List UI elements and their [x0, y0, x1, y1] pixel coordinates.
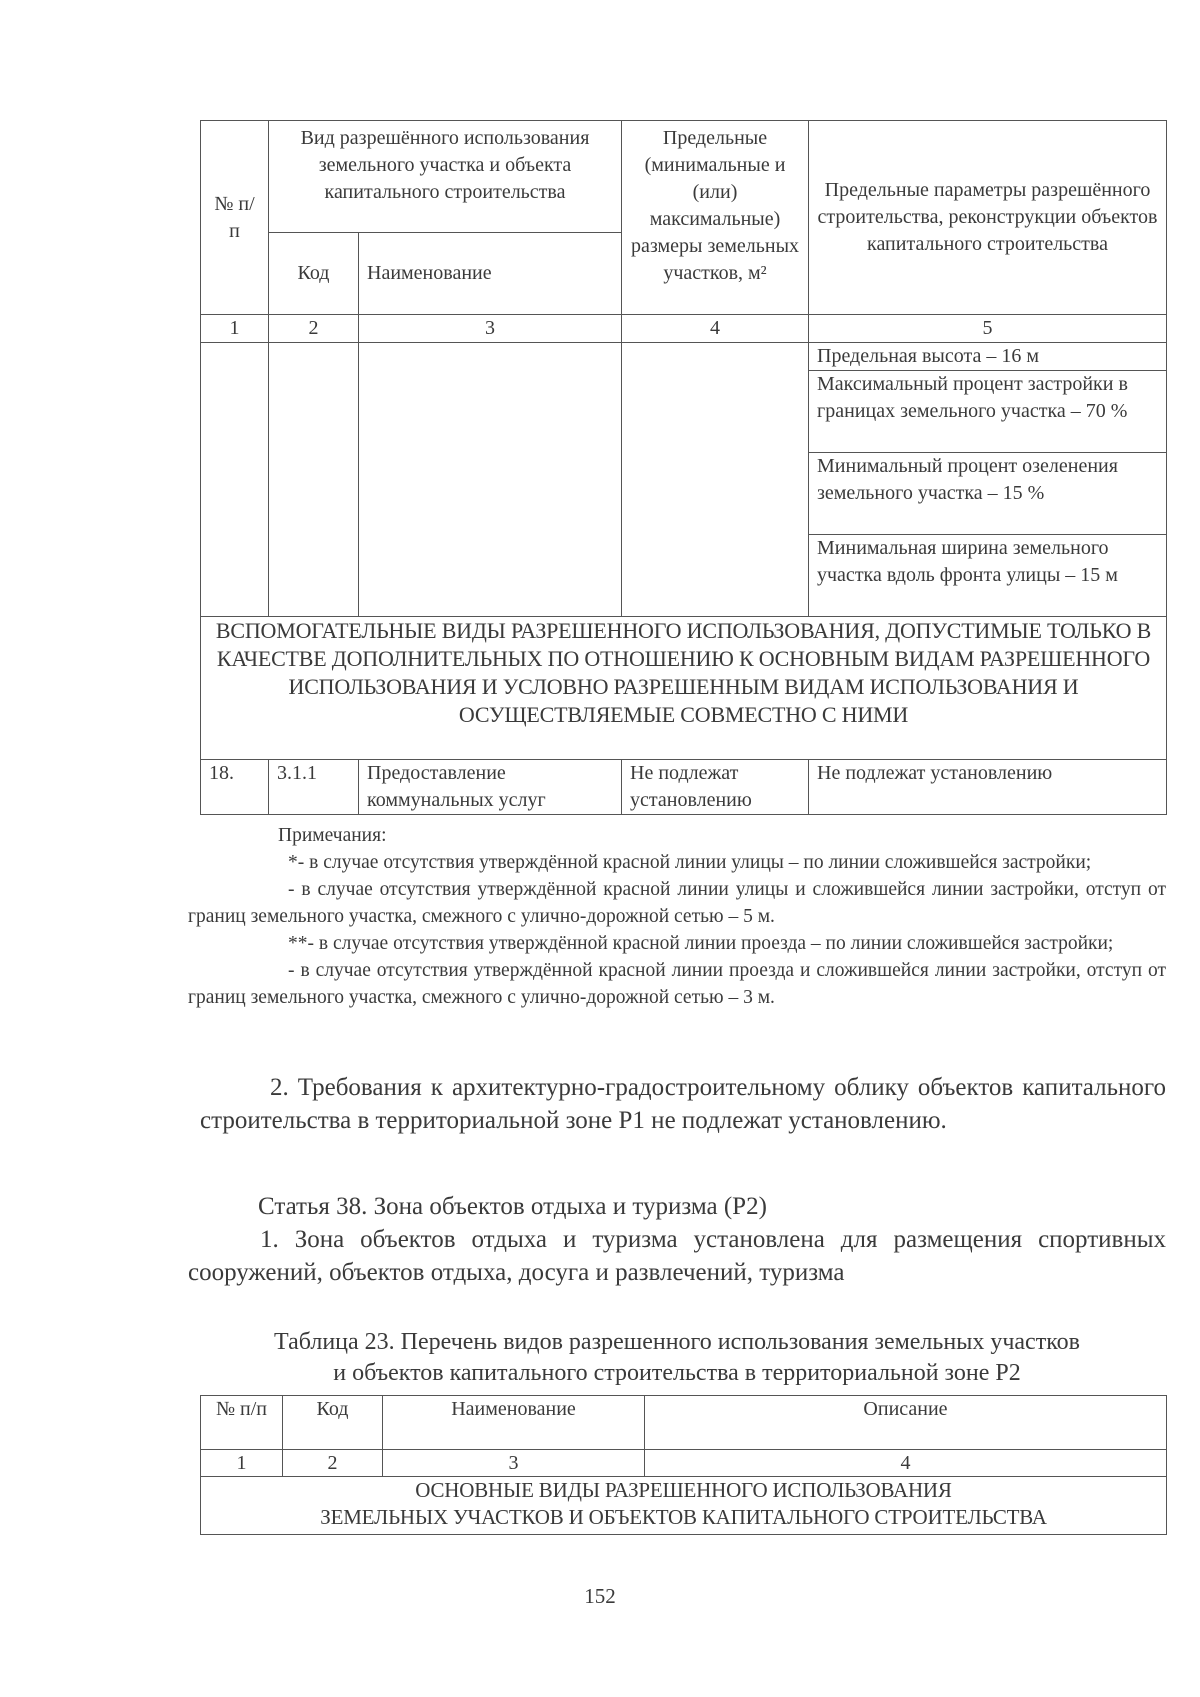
col-number: 1 [201, 1450, 283, 1477]
page-number: 152 [584, 1584, 616, 1608]
section-auxiliary-uses: ВСПОМОГАТЕЛЬНЫЕ ВИДЫ РАЗРЕШЕННОГО ИСПОЛЬЗОВАНИЯ, ДОПУСТИМЫЕ ТОЛЬКО В КАЧЕСТВЕ ДОПОЛНИТЕЛЬНЫХ ПО ОТНОШЕНИЮ К ОСНОВНЫМ ВИДАМ РАЗРЕШЕННОГО ИСПОЛЬЗОВАНИЯ И УСЛОВНО РАЗРЕШЕННЫМ ВИДАМ ИСПОЛЬЗОВАНИЯ И ОСУЩЕСТВЛЯЕМЫЕ СОВМЕСТНО С НИМИ [201, 617, 1167, 760]
col-number: 4 [645, 1450, 1167, 1477]
note-4: - в случае отсутствия утверждённой красной линии проезда и сложившейся линии застройки, отступ от границ земельного участка, смежного с улично-дорожной сетью – 3 м. [188, 960, 1166, 1008]
row18-sizes: Не подлежат установлению [622, 760, 809, 815]
t2-header-name: Наименование [383, 1396, 645, 1450]
article-38 [188, 1190, 1166, 1289]
empty-cell [201, 343, 269, 617]
empty-cell [622, 343, 809, 617]
paragraph-2: 2. Требования к архитектурно-градостроительному облику объектов капитального строительства в территориальной зоне Р1 не подлежат установлению. [200, 1074, 1166, 1134]
note-3: **- в случае отсутствия утверждённой красной линии проезда – по линии сложившейся застройки; [288, 933, 1114, 954]
row18-num: 18. [201, 760, 269, 815]
empty-cell [359, 343, 622, 617]
header-vid: Вид разрешённого использования земельного участка и объекта капитального строительства [269, 121, 622, 233]
header-params: Предельные параметры разрешённого строительства, реконструкции объектов капитального строительства [809, 121, 1167, 315]
t2-header-num: № п/п [201, 1396, 283, 1450]
t2-header-code: Код [283, 1396, 383, 1450]
article-para-1: 1. Зона объектов отдыха и туризма установлена для размещения спортивных сооружений, объектов отдыха, досуга и развлечений, туризма [188, 1226, 1166, 1286]
note-1: *- в случае отсутствия утверждённой красной линии улицы – по линии сложившейся застройки; [288, 852, 1092, 873]
table2-caption: Таблица 23. Перечень видов разрешенного использования земельных участков и объектов капитального строительства в территориальной зоне Р2 [274, 1329, 1080, 1386]
notes [188, 822, 1166, 1011]
header-code: Код [269, 233, 359, 315]
row18-name: Предоставление коммунальных услуг [359, 760, 622, 815]
article-title: Статья 38. Зона объектов отдыха и туризма (Р2) [258, 1193, 767, 1220]
param-row: Максимальный процент застройки в границах земельного участка – 70 % [809, 371, 1167, 453]
notes-title: Примечания: [278, 825, 387, 846]
header-num: № п/п [201, 121, 269, 315]
header-sizes: Предельные (минимальные и (или) максимальные) размеры земельных участков, м² [622, 121, 809, 315]
t2-header-desc: Описание [645, 1396, 1167, 1450]
row18-params: Не подлежат установлению [809, 760, 1167, 815]
param-row: Минимальный процент озеленения земельного участка – 15 % [809, 453, 1167, 535]
empty-cell [269, 343, 359, 617]
param-row: Минимальная ширина земельного участка вдоль фронта улицы – 15 м [809, 535, 1167, 617]
table-land-use-params [200, 120, 1167, 815]
col-number: 2 [269, 315, 359, 343]
param-row: Предельная высота – 16 м [809, 343, 1167, 371]
note-2: - в случае отсутствия утверждённой красной линии улицы и сложившейся линии застройки, отступ от границ земельного участка, смежного с улично-дорожной сетью – 5 м. [188, 879, 1166, 927]
col-number: 4 [622, 315, 809, 343]
col-number: 2 [283, 1450, 383, 1477]
col-number: 5 [809, 315, 1167, 343]
col-number: 3 [383, 1450, 645, 1477]
section-main-uses: ОСНОВНЫЕ ВИДЫ РАЗРЕШЕННОГО ИСПОЛЬЗОВАНИЯ ЗЕМЕЛЬНЫХ УЧАСТКОВ И ОБЪЕКТОВ КАПИТАЛЬНОГО СТРОИТЕЛЬСТВА [201, 1477, 1167, 1535]
col-number: 3 [359, 315, 622, 343]
row18-code: 3.1.1 [269, 760, 359, 815]
table-23 [200, 1395, 1167, 1535]
col-number: 1 [201, 315, 269, 343]
header-name: Наименование [359, 233, 622, 315]
